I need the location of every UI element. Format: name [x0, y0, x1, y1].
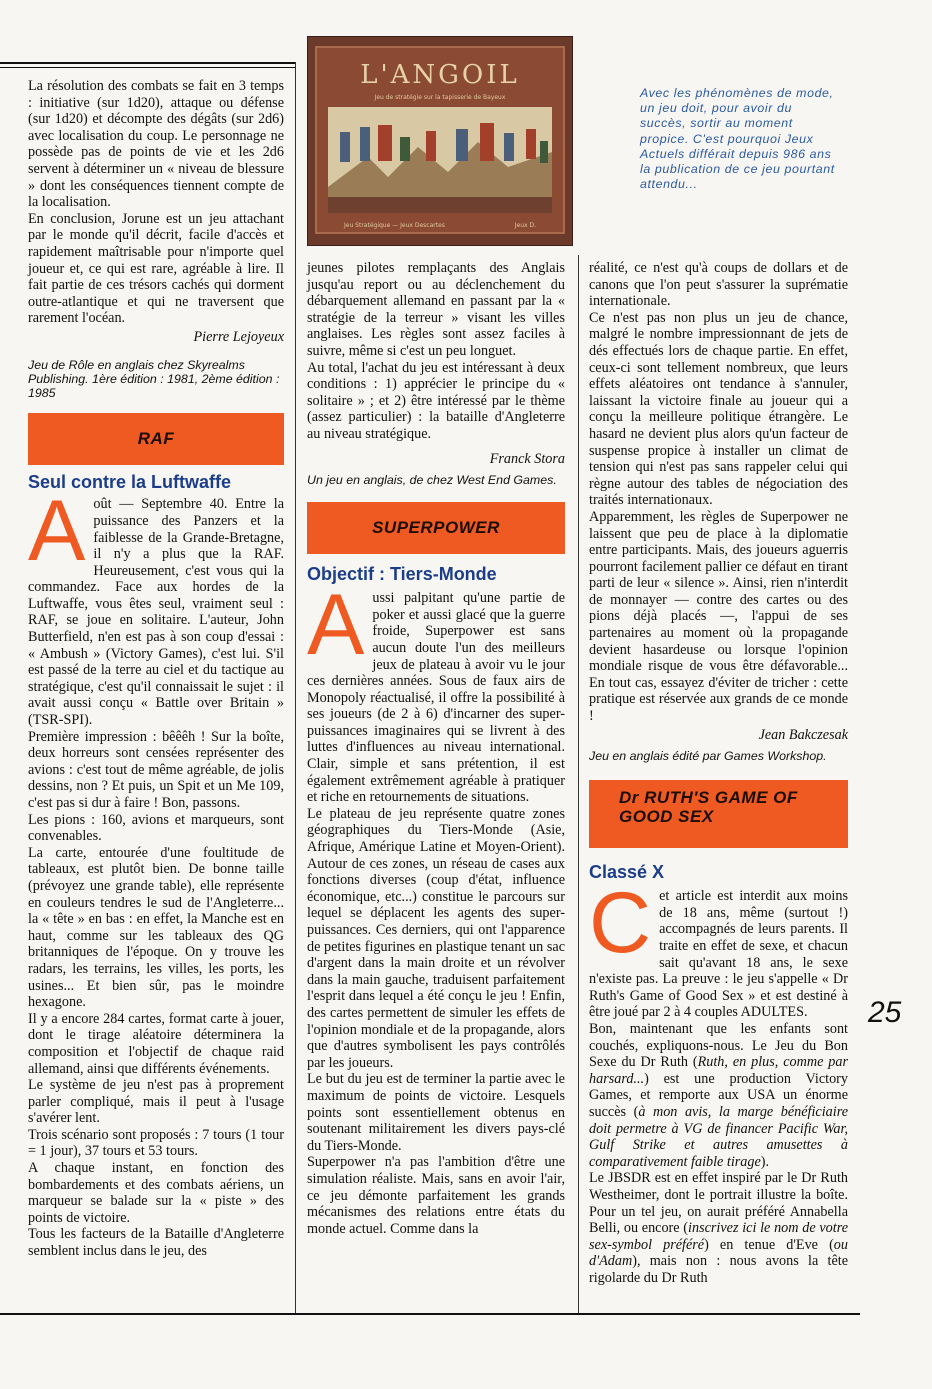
- column-divider: [578, 255, 579, 1314]
- raf-paragraph: Le système de jeu n'est pas à proprement parler compliqué, mais il peut à l'usage s'avérer lent.: [28, 1077, 284, 1127]
- superpower-heading: Objectif : Tiers-Monde: [307, 563, 497, 584]
- superpower-paragraph: Ce n'est pas non plus un jeu de chance, malgré le nombre impressionnant de jets de dés effectués lors de chaque partie. En effet, ceux-ci sont tellement nombreux, que leurs effets aléatoires ont tendance à s'annuler, laissant la victoire finale au joueur qui a conçu la meilleure politique étrangère. Le hasard ne devient plus alors qu'un facteur de suspense propice à installer un climat de tension qui n'est pas sans rappeler celui qui règne autour des tables de négociation des traités internationaux.: [589, 309, 848, 509]
- dropcap-letter: C: [589, 875, 652, 972]
- column-2: [307, 260, 565, 1237]
- raf-banner: RAF: [28, 413, 284, 465]
- dropcap-letter: A: [307, 577, 365, 674]
- drruth-heading: Classé X: [589, 861, 665, 882]
- box-title: L'ANGOIL: [360, 60, 520, 90]
- raf-paragraph: oût — Septembre 40. Entre la puissance des Panzers et la faiblesse de la Grande-Bretagne, il n'y a plus que la RAF. Heureusement, c'est vous qui la commandez. Face aux hordes de la Luftwaffe, vous êtes seul, vraiment seul : RAF, se joue en solitaire. L'auteur, John Butterfield, n'en est pas à son coup d'essai : « Ambush » (Victory Games), c'est lui. S'il est passé de la terre au ciel et du tactique au stratégique, c'est qu'il connaissait le sujet : il avait aussi conçu « Battle over Britain » (TSR-SPI).: [28, 496, 284, 729]
- superpower-paragraph: Apparemment, les règles de Superpower ne laissent que peu de place à la diplomatie entre participants. Mais, des joueurs aguerris pourront facilement pallier ce défaut en tirant parti de leur « silence ». Ainsi, rien n'interdit de monnayer — contre des cartes ou des pions déjà placés —, l'appui de ses partenaires au moment où la propagande devient hasardeuse ou lorsque l'opinion mondiale risque de vous être défavorable... En tout cas, essayez d'éviter de tricher : cette pratique est réservée aux grands de ce monde !: [589, 508, 848, 725]
- raf-paragraph: La carte, entourée d'une foultitude de tableaux, est plutôt bien. De bonne taille (prévoyez une grande table), elle représente en couleurs tendres le sud de l'Angleterre... la « tête » en bas : en effet, la Manche est en haut, comme sur les tableaux des QG britanniques de l'époque. On y trouve les radars, les terrains, les villes, les ports, les usines... Et bien sûr, pas le moindre hexagone.: [28, 844, 284, 1011]
- drruth-paragraph: Le JBSDR est en effet inspiré par le Dr Ruth Westheimer, dont le portrait illustre la boîte. Pour un tel jeu, on aurait préféré Annabella Belli, ou encore (inscrivez ici le nom de votre sex-symbol préféré) en tenue d'Eve (ou d'Adam), mais non : nous avons la tête rigolarde du Dr Ruth: [589, 1170, 848, 1286]
- column-divider: [295, 62, 296, 1314]
- box-subtitle: Jeu de stratégie sur la tapisserie de Bayeux: [374, 94, 506, 101]
- drruth-banner-line: GOOD SEX: [619, 806, 714, 826]
- raf-paragraph: Il y a encore 284 cartes, format carte à jouer, dont le tirage aléatoire déterminera la composition et l'objectif de chaque raid allemand, ainsi que différents événements.: [28, 1010, 284, 1077]
- raf-paragraph: Tous les facteurs de la Bataille d'Angleterre semblent inclus dans le jeu, des: [28, 1226, 284, 1260]
- box-bottom-left: Jeu Stratégique — Jeux Descartes: [344, 222, 445, 229]
- drruth-banner-line: Dr RUTH'S GAME OF: [619, 787, 798, 807]
- superpower-banner: SUPERPOWER: [307, 502, 565, 554]
- bayeux-tapestry-illustration: [308, 37, 572, 245]
- column-3: [589, 260, 848, 1286]
- dropcap-letter: A: [28, 483, 86, 580]
- drruth-paragraph: Bon, maintenant que les enfants sont couchés, expliquons-nous. Le Jeu du Bon Sexe du Dr Ruth (Ruth, en plus, comme par harsard...) est une production Victory Games, et remporte aux USA un énorme succès (à mon avis, la marge bénéficiaire doit permetre à VG de financer Pacific War, Gulf Strike et autres amusettes à comparativement faible tirage).: [589, 1020, 848, 1170]
- author-signature: Franck Stora: [489, 450, 565, 467]
- raf-heading: Seul contre la Luftwaffe: [28, 471, 232, 492]
- publisher-credit: Jeu de Rôle en anglais chez Skyrealms Publishing. 1ère édition : 1981, 2ème édition : 1985: [28, 357, 280, 401]
- superpower-paragraph: Le plateau de jeu représente quatre zones géographiques du Tiers-Monde (Asie, Afrique, Amérique Latine et Moyen-Orient). Autour de ces zones, un réseau de cases aux fonctions diverses (coup d'état, influence économique, etc...) constitue le parcours sur lequel se déplacent les agents des super-puissances. Ces derniers, qui ont l'apparence de petites figurines en plastique tenant un sac d'argent dans la main droite et un révolver dans la main gauche, traduisent parfaitement l'esprit dans lequel a été conçu le jeu ! Enfin, des cartes permettent de simuler les effets de l'opinion mondiale et de la propagande, alors que d'autres symbolisent les pays contrôlés par les joueurs.: [307, 805, 565, 1071]
- jorune-paragraph: En conclusion, Jorune est un jeu attachant par le monde qu'il décrit, facile d'accès et rapidement maîtrisable pour n'importe quel joueur et, ce qui est rare, agréable à lire. Il fait partie de ces trésors cachés qui dorment outre-atlantique et qui ne traversent que rarement l'océan.: [28, 210, 284, 327]
- raf-paragraph: Les pions : 160, avions et marqueurs, sont convenables.: [28, 811, 284, 845]
- bottom-rule: [0, 1313, 860, 1315]
- drruth-banner: [589, 780, 848, 848]
- page-number: 25: [868, 996, 902, 1029]
- raf-paragraph: Première impression : bêêêh ! Sur la boîte, deux horreurs sont censées représenter des avions : c'est tout de même agréable, de jolis dessins, non ? Et puis, un Spit et un Me 109, c'est pas si dur à faire ! Bon, passons.: [28, 728, 284, 811]
- publisher-credit: Jeu en anglais édité par Games Workshop.: [589, 749, 827, 764]
- raf-paragraph: Au total, l'achat du jeu est intéressant à deux conditions : 1) apprécier le principe du « solitaire » ; et 2) être intéressé par le thème (assez particulier) : la bataille d'Angleterre au niveau stratégique.: [307, 359, 565, 442]
- superpower-paragraph: réalité, ce n'est qu'à coups de dollars et de canons que l'on peut s'assurer la suprématie internationale.: [589, 260, 848, 310]
- superpower-paragraph: ussi palpitant qu'une partie de poker et aussi glacé que la guerre froide, Superpower est sans aucun doute l'un des meilleurs jeux de plateau à avoir vu le jour ces dernières années. Sous de faux airs de Monopoly réactualisé, il offre la possibilité à ses joueurs (de 2 à 6) d'incarner des super-puissances imaginaires qui se livrent à des luttes d'influences au niveau international. Clair, simple et sans prétention, il est également extrêmement agréable à pratiquer et riche en retournements de situations.: [307, 590, 565, 806]
- author-signature: Pierre Lejoyeux: [193, 328, 284, 345]
- photo-caption: Avec les phénomènes de mode, un jeu doit, pour avoir du succès, sortir au moment propice. C'est pourquoi Jeux Actuels différait depuis 986 ans la publication de ce jeu pourtant attendu...: [640, 86, 835, 192]
- game-box-photo: [307, 36, 573, 246]
- top-rule: [0, 62, 295, 68]
- superpower-paragraph: Superpower n'a pas l'ambition d'être une simulation réaliste. Mais, sans en avoir l'air, ce jeu démonte parfaitement les grands mécanismes des relations entre états du monde actuel. Comme dans la: [307, 1154, 565, 1237]
- raf-paragraph: A chaque instant, en fonction des bombardements et des combats aériens, un marqueur se balade sur la « piste » des points de victoire.: [28, 1160, 284, 1226]
- jorune-paragraph: La résolution des combats se fait en 3 temps : initiative (sur 1d20), attaque ou défense (sur 1d20) et décompte des dégâts (sur 2d6) avec localisation du coup. Le personnage ne possède pas de points de vie et les 2d6 servent à déterminer un « niveau de blessure » dont les conséquences tiennent compte de la localisation.: [28, 78, 284, 211]
- raf-paragraph: Trois scénario sont proposés : 7 tours (1 tour = 1 jour), 37 tours et 53 tours.: [28, 1126, 284, 1160]
- column-1: [28, 78, 284, 1260]
- author-signature: Jean Bakczesak: [758, 726, 848, 743]
- publisher-credit: Un jeu en anglais, de chez West End Games.: [307, 473, 557, 488]
- drruth-paragraph: et article est interdit aux moins de 18 ans, même (surtout !) accompagnés de leurs parents. Il traite en effet de sexe, et chacun sait qu'avant 18 ans, le sexe n'existe pas. La preuve : le jeu s'appelle « Dr Ruth's Game of Good Sex » et est destiné à être joué par 2 à 4 couples ADULTES.: [589, 888, 848, 1021]
- superpower-paragraph: Le but du jeu est de terminer la partie avec le maximum de points de victoire. Lesquels points sont essentiellement obtenus en soutenant militairement les divers pays-clé du Tiers-Monde.: [307, 1071, 565, 1154]
- box-bottom-right: Jeux D.: [514, 222, 536, 229]
- raf-paragraph: jeunes pilotes remplaçants des Anglais jusqu'au report ou au déclenchement du débarquement allemand en passant par la « stratégie de la terreur » visant les villes anglaises. Les règles sont assez faciles à suivre, même si c'est un peu longuet.: [307, 260, 565, 359]
